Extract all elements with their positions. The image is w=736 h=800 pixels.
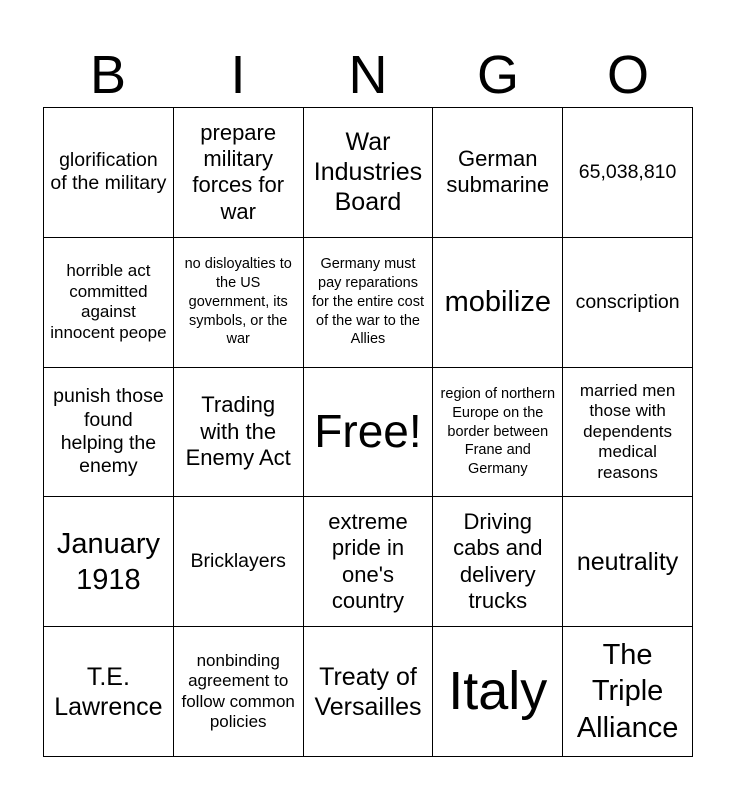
cell-text: prepare military forces for war bbox=[192, 119, 285, 224]
cell-text: mobilize bbox=[444, 286, 551, 319]
cell-text: January 1918 bbox=[56, 527, 160, 596]
cell-text: no disloyalties to the US government, its symbols, or the war bbox=[184, 256, 292, 348]
cell-text: neutrality bbox=[576, 547, 679, 576]
bingo-cell bbox=[433, 108, 563, 238]
bingo-cell bbox=[44, 108, 174, 238]
cell-text: punish those found helping the enemy bbox=[53, 385, 164, 478]
cell-text: Bricklayers bbox=[190, 550, 286, 573]
bingo-cell bbox=[174, 627, 304, 757]
bingo-cell bbox=[563, 238, 693, 368]
bingo-cell bbox=[563, 497, 693, 627]
bingo-cell bbox=[304, 497, 434, 627]
bingo-cell bbox=[44, 497, 174, 627]
cell-text: German submarine bbox=[446, 146, 550, 198]
header-letter-o: O bbox=[606, 45, 649, 105]
cell-text: 65,038,810 bbox=[578, 160, 677, 183]
cell-text: T.E. Lawrence bbox=[54, 662, 163, 721]
bingo-cell bbox=[433, 238, 563, 368]
free-space-text: Free! bbox=[314, 405, 422, 458]
free-space-cell bbox=[304, 368, 434, 498]
cell-text: The Triple Alliance bbox=[576, 639, 679, 744]
bingo-cell bbox=[44, 368, 174, 498]
cell-text: Trading with the Enemy Act bbox=[185, 392, 291, 471]
bingo-cell bbox=[304, 108, 434, 238]
bingo-cell bbox=[563, 108, 693, 238]
header-letter-i: I bbox=[230, 45, 246, 105]
bingo-cell bbox=[433, 627, 563, 757]
header-letter-g: G bbox=[476, 45, 519, 105]
bingo-cell bbox=[433, 497, 563, 627]
bingo-cell bbox=[174, 238, 304, 368]
bingo-cell bbox=[304, 627, 434, 757]
bingo-cell bbox=[44, 627, 174, 757]
cell-text: married men those with dependents medical reasons bbox=[579, 381, 676, 482]
cell-text: Treaty of Versailles bbox=[314, 662, 422, 721]
bingo-cell bbox=[174, 368, 304, 498]
cell-text: glorification of the military bbox=[50, 149, 167, 195]
bingo-cell bbox=[174, 497, 304, 627]
cell-text: region of northern Europe on the border between Frane and Germany bbox=[440, 385, 556, 478]
header-letter-b: B bbox=[89, 45, 127, 105]
header-letter-n: N bbox=[348, 45, 388, 105]
bingo-board bbox=[43, 107, 693, 757]
bingo-cell bbox=[304, 238, 434, 368]
cell-text: Driving cabs and delivery trucks bbox=[453, 509, 543, 614]
bingo-cell bbox=[174, 108, 304, 238]
cell-text: nonbinding agreement to follow common policies bbox=[181, 650, 295, 731]
cell-text: Italy bbox=[448, 661, 548, 722]
bingo-cell bbox=[433, 368, 563, 498]
cell-text: War Industries Board bbox=[313, 128, 423, 217]
bingo-cell bbox=[44, 238, 174, 368]
cell-text: extreme pride in one's country bbox=[328, 509, 408, 614]
cell-text: Germany must pay reparations for the entire cost of the war to the Allies bbox=[311, 256, 424, 348]
cell-text: horrible act committed against innocent peope bbox=[50, 261, 167, 342]
cell-text: conscription bbox=[575, 290, 680, 313]
bingo-header bbox=[43, 44, 693, 106]
bingo-cell bbox=[563, 368, 693, 498]
bingo-cell bbox=[563, 627, 693, 757]
